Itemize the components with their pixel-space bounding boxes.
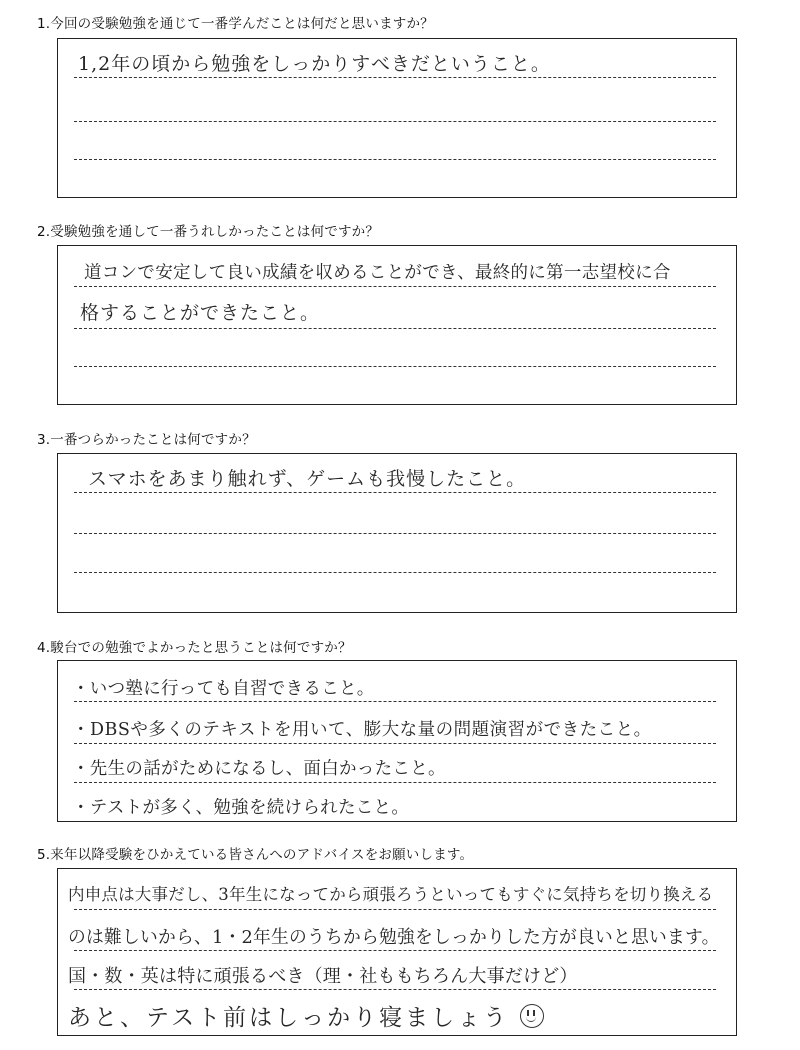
writing-line — [74, 121, 716, 122]
writing-line — [74, 989, 716, 990]
answer-box-5 — [57, 868, 737, 1036]
writing-line — [74, 701, 716, 702]
question-2-label: 2.受験勉強を通して一番うれしかったことは何ですか？ — [37, 224, 380, 240]
answer-4-line-3: ・先生の話がためになるし、面白かったこと。 — [72, 759, 446, 779]
answer-5-line-4: あと、テスト前はしっかり寝ましょう — [68, 1005, 510, 1031]
writing-line — [74, 286, 716, 287]
question-1-label: 1.今回の受験勉強を通じて一番学んだことは何だと思いますか？ — [37, 16, 434, 32]
answer-4-line-1: ・いつ塾に行っても自習できること。 — [72, 679, 375, 699]
writing-line — [74, 533, 716, 534]
answer-5-line-1: 内申点は大事だし、3年生になってから頑張ろうといってもすぐに気持ちを切り換える — [68, 885, 714, 904]
writing-line — [74, 159, 716, 160]
answer-box-3 — [57, 453, 737, 613]
question-4-label: 4.駿台での勉強でよかったと思うことは何ですか？ — [37, 640, 352, 656]
answer-box-1 — [57, 38, 737, 198]
writing-line — [74, 572, 716, 573]
answer-4-line-4: ・テストが多く、勉強を続けられたこと。 — [72, 798, 410, 818]
smiley-face-icon — [520, 1004, 544, 1028]
answer-box-2 — [57, 245, 737, 405]
writing-line — [74, 328, 716, 329]
question-3-label: 3.一番つらかったことは何ですか？ — [37, 432, 256, 448]
writing-line — [74, 492, 716, 493]
writing-line — [74, 950, 716, 951]
writing-line — [74, 782, 716, 783]
answer-1-line-1: 1,2年の頃から勉強をしっかりすべきだということ。 — [78, 53, 551, 75]
writing-line — [74, 366, 716, 367]
writing-line — [74, 77, 716, 78]
writing-line — [74, 909, 716, 910]
answer-5-line-4-wrap — [68, 999, 544, 1032]
question-5-label: 5.来年以降受験をひかえている皆さんへのアドバイスをお願いします。 — [37, 847, 474, 863]
answer-4-line-2: ・DBSや多くのテキストを用いて、膨大な量の問題演習ができたこと。 — [72, 720, 652, 740]
answer-box-4 — [57, 660, 737, 822]
answer-2-line-1: 道コンで安定して良い成績を収めることができ、最終的に第一志望校に合 — [84, 263, 671, 283]
answer-5-line-3: 国・数・英は特に頑張るべき（理・社ももちろん大事だけど） — [68, 966, 578, 987]
writing-line — [74, 743, 716, 744]
answer-3-line-1: スマホをあまり触れず、ゲームも我慢したこと。 — [88, 468, 527, 490]
answer-5-line-2: のは難しいから、1・2年生のうちから勉強をしっかりした方が良いと思います。 — [68, 927, 720, 948]
answer-2-line-2: 格することができたこと。 — [80, 302, 321, 324]
